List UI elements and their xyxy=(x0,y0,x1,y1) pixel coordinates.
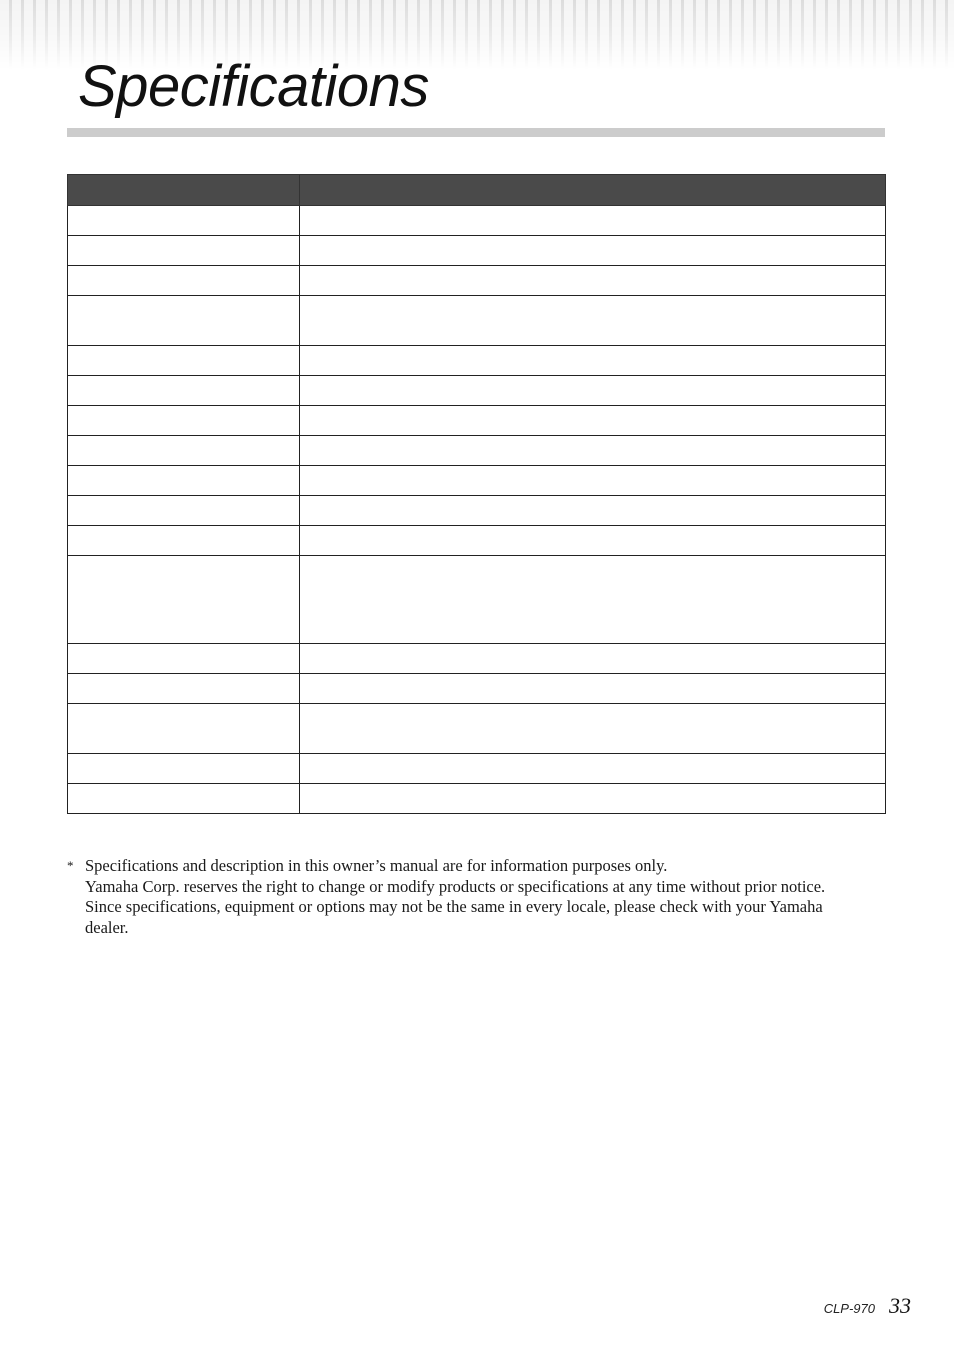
footnote-text xyxy=(85,856,887,938)
table-row xyxy=(68,644,886,674)
table-row xyxy=(68,236,886,266)
footnote xyxy=(67,856,887,938)
spec-value-cell xyxy=(300,296,886,346)
spec-item-cell xyxy=(68,556,300,644)
spec-item-cell xyxy=(68,466,300,496)
table-row xyxy=(68,754,886,784)
spec-value-cell xyxy=(300,784,886,814)
table-row xyxy=(68,266,886,296)
title-underline-rule xyxy=(67,128,885,137)
spec-item-cell xyxy=(68,644,300,674)
table-row xyxy=(68,206,886,236)
spec-item-cell xyxy=(68,206,300,236)
spec-value-cell xyxy=(300,466,886,496)
spec-item-cell xyxy=(68,704,300,754)
spec-value-cell xyxy=(300,436,886,466)
spec-value-cell xyxy=(300,674,886,704)
spec-value-cell xyxy=(300,644,886,674)
specifications-table-body xyxy=(68,206,886,814)
spec-value-cell xyxy=(300,206,886,236)
spec-item-cell xyxy=(68,754,300,784)
table-row xyxy=(68,296,886,346)
footnote-marker: * xyxy=(67,858,74,873)
spec-value-cell xyxy=(300,236,886,266)
table-row xyxy=(68,496,886,526)
spec-item-cell xyxy=(68,406,300,436)
table-row xyxy=(68,526,886,556)
footnote-line: Yamaha Corp. reserves the right to change or modify products or specifications at any time without prior notice. xyxy=(85,876,826,896)
spec-value-cell xyxy=(300,556,886,644)
footnote-line: Since specifications, equipment or options may not be the same in every locale, please check with your Yamaha xyxy=(85,897,823,917)
spec-value-cell xyxy=(300,376,886,406)
table-row xyxy=(68,466,886,496)
page-number: 33 xyxy=(889,1293,911,1318)
table-header-cell-item xyxy=(68,175,300,206)
model-name: CLP-970 xyxy=(823,1301,875,1316)
table-row xyxy=(68,704,886,754)
spec-value-cell xyxy=(300,704,886,754)
spec-value-cell xyxy=(300,496,886,526)
page-title: Specifications xyxy=(78,54,429,119)
spec-item-cell xyxy=(68,784,300,814)
spec-item-cell xyxy=(68,526,300,556)
spec-value-cell xyxy=(300,754,886,784)
spec-value-cell xyxy=(300,266,886,296)
table-header-row xyxy=(68,175,886,206)
spec-item-cell xyxy=(68,496,300,526)
spec-item-cell xyxy=(68,296,300,346)
table-row xyxy=(68,406,886,436)
footnote-line: dealer. xyxy=(85,917,129,937)
spec-item-cell xyxy=(68,236,300,266)
footnote-line: Specifications and description in this owner’s manual are for information purposes only. xyxy=(85,856,668,875)
table-row xyxy=(68,346,886,376)
spec-value-cell xyxy=(300,406,886,436)
table-row xyxy=(68,674,886,704)
table-row xyxy=(68,436,886,466)
spec-item-cell xyxy=(68,674,300,704)
table-header-cell-value xyxy=(300,175,886,206)
spec-value-cell xyxy=(300,526,886,556)
spec-item-cell xyxy=(68,376,300,406)
specifications-table xyxy=(67,174,886,814)
table-row xyxy=(68,556,886,644)
table-row xyxy=(68,376,886,406)
page-footer xyxy=(824,1293,911,1319)
spec-item-cell xyxy=(68,436,300,466)
spec-item-cell xyxy=(68,346,300,376)
spec-item-cell xyxy=(68,266,300,296)
spec-value-cell xyxy=(300,346,886,376)
table-row xyxy=(68,784,886,814)
